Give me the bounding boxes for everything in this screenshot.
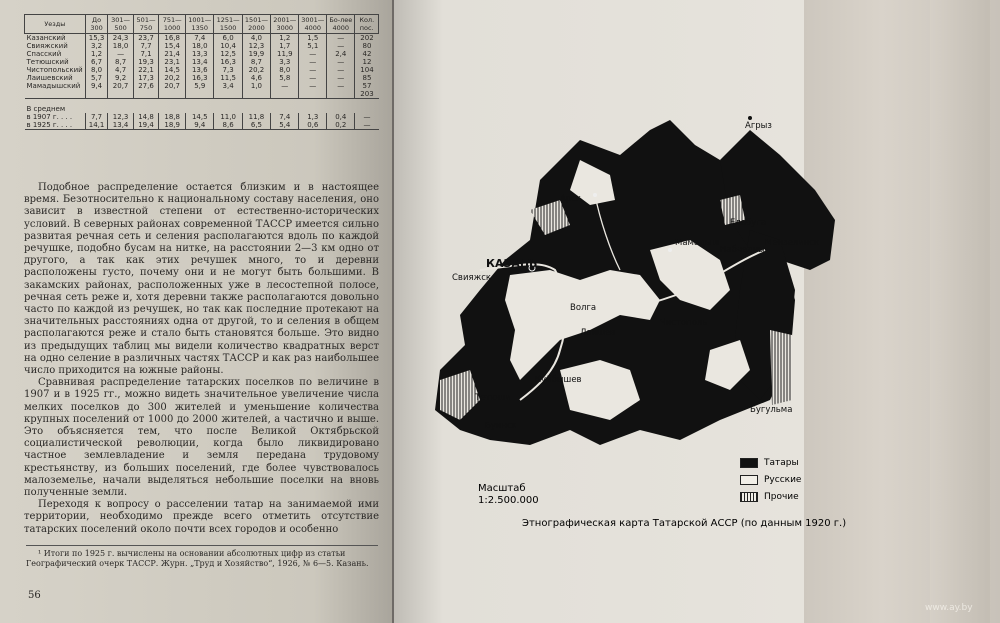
table-cell: 7,1 <box>133 50 158 58</box>
table-cell: 8,0 <box>271 66 299 74</box>
table-cell: 2,4 <box>327 50 355 58</box>
table-cell: — <box>327 58 355 66</box>
map-label-volga: Волга <box>570 303 597 313</box>
table-row <box>25 42 379 50</box>
table-header-cell: До 300 <box>85 15 108 34</box>
table-cell: 9,2 <box>108 74 133 82</box>
legend-swatch-white <box>740 475 758 485</box>
table-cell: 6,5 <box>242 121 270 130</box>
table-cell: 1,2 <box>85 50 108 58</box>
table-cell <box>85 90 108 99</box>
table-cell: 19,4 <box>133 121 158 130</box>
table-cell: 203 <box>355 90 379 99</box>
table-row <box>25 82 379 90</box>
table-cell: 14,8 <box>133 113 158 121</box>
table-cell: 11,8 <box>242 113 270 121</box>
table-cell <box>186 90 214 99</box>
table-cell: 16,3 <box>186 74 214 82</box>
book-edge <box>930 0 990 623</box>
table-header-cell: 1001—1350 <box>186 15 214 34</box>
table-cell: — <box>299 66 327 74</box>
other-nationalities-area <box>770 330 792 405</box>
table-cell: — <box>299 58 327 66</box>
table-cell: 18,0 <box>186 42 214 50</box>
map-caption: Этнографическая карта Татарской АССР (по данным 1920 г.) <box>522 518 847 529</box>
table-cell <box>242 90 270 99</box>
table-cell: 0,2 <box>327 121 355 130</box>
table-cell: 4,7 <box>108 66 133 74</box>
city-marker <box>593 193 597 197</box>
scale-value: 1:2.500.000 <box>478 495 539 506</box>
table-cell: 20,2 <box>242 66 270 74</box>
table-cell: 18,8 <box>159 113 186 121</box>
paragraph: Переходя к вопросу о расселении татар на занимаемой ими территории, необходимо прежде всего отметить отсутствие татарских поселений около почти всех городов и особенно <box>24 499 379 535</box>
table-cell: 15,4 <box>159 42 186 50</box>
footnote: ¹ Итоги по 1925 г. вычислены на основании абсолютных цифр из статьи Географический очерк ТАССР. Журн. „Труд и Хозяйство“, 1926, № 6—5. Казань. <box>26 545 378 569</box>
average-label: В среднем <box>25 99 379 114</box>
paragraph: Подобное распределение остается близким и в настоящее время. Безотносительно к национальному составу населения, оно зависит в известной степени от естественно-исторических условий. В северных районах современной ТАССР имеется сильно развитая речная сеть и селения располагаются вдоль по каждой речушке, подобно бусам на нитке, на расстоянии 2—3 км одно от другого, а так как этих речушек много, то и деревни расположены густо, почему они и не могут быть большими. В закамских районах, расположенных уже в лесостепной полосе, речная сеть реже и, хотя деревни также располагаются довольно часто по каждой из речушек, но так как последние протекают на значительных расстояниях одна от другой, то и селения в общем располагаются реже и стало быть становятся больше. Это видно из предыдущих таблиц мы видели количество квадратных верст на одно селение в различных частях ТАССР и как раз наибольшее число приходится на южные районы. <box>24 182 379 377</box>
map-label-sviyazhsk: Свияжск <box>452 273 492 283</box>
table-cell: — <box>355 113 379 121</box>
table-cell <box>271 90 299 99</box>
table-header-cell: 2001—3000 <box>271 15 299 34</box>
table-cell: 5,8 <box>271 74 299 82</box>
table-cell: 14,5 <box>159 66 186 74</box>
table-header-cell: Кол. пос. <box>355 15 379 34</box>
table-cell: 7,3 <box>214 66 242 74</box>
table-cell: — <box>327 42 355 50</box>
table-cell: 13,4 <box>108 121 133 130</box>
map-label-agryz: Агрыз <box>745 121 772 131</box>
table-cell: 27,6 <box>133 82 158 90</box>
table-cell: 18,9 <box>159 121 186 130</box>
table-cell: 20,2 <box>159 74 186 82</box>
table-cell: 24,3 <box>108 34 133 43</box>
table-row <box>25 121 379 130</box>
map-label-naberezhnye: Набчелны <box>720 245 765 255</box>
map-scale <box>478 483 539 507</box>
legend-label: Русские <box>764 474 802 485</box>
table-cell: — <box>299 74 327 82</box>
watermark: www.ay.by <box>925 603 973 613</box>
table-header-cell: 1501—2000 <box>242 15 270 34</box>
table-cell: — <box>327 66 355 74</box>
table-cell: Спасский <box>26 50 62 58</box>
page-number: 56 <box>28 590 41 601</box>
table-header-cell: 1251—1500 <box>214 15 242 34</box>
table-cell <box>299 90 327 99</box>
table-cell: — <box>299 50 327 58</box>
table-cell: 202 <box>355 34 379 43</box>
table-cell: 8,0 <box>85 66 108 74</box>
table-cell: 5,4 <box>271 121 299 130</box>
table-cell: 16,3 <box>214 58 242 66</box>
table-header-row <box>25 15 379 34</box>
table-cell: 1,3 <box>299 113 327 121</box>
table-cell: 20,7 <box>108 82 133 90</box>
scale-label: Масштаб <box>478 483 526 494</box>
table-cell: 0,4 <box>327 113 355 121</box>
table-cell: 3,4 <box>214 82 242 90</box>
table-cell: 3,2 <box>85 42 108 50</box>
table-row <box>25 58 379 66</box>
legend-item <box>740 454 801 471</box>
table-cell: 7,4 <box>271 113 299 121</box>
table-cell: 12,5 <box>214 50 242 58</box>
map-label-elabuga: Елабуга <box>730 218 766 228</box>
table-cell: 57 <box>355 82 379 90</box>
table-cell: 5,1 <box>299 42 327 50</box>
table-cell: 9,4 <box>186 121 214 130</box>
table-cell: 6,7 <box>85 58 108 66</box>
table-cell: 1,7 <box>271 42 299 50</box>
table-row <box>25 113 379 121</box>
map-label-arsk: Арск <box>560 194 582 204</box>
table-row <box>25 66 379 74</box>
left-page <box>0 0 392 623</box>
table-cell: 14,1 <box>85 121 108 130</box>
map-legend <box>740 454 801 505</box>
legend-label: Прочие <box>764 491 799 502</box>
table-cell: — <box>299 82 327 90</box>
table-cell: Свияжский <box>26 42 68 50</box>
table-row <box>25 99 379 114</box>
table-cell: 8,6 <box>214 121 242 130</box>
table-cell: Лаишевский <box>26 74 73 82</box>
map-label-kazan: КАЗАНЬ <box>486 257 538 270</box>
table-cell: 11,0 <box>214 113 242 121</box>
table-body <box>25 34 379 130</box>
table-cell: Казанский <box>26 34 66 42</box>
table-cell: Тетюшский <box>26 58 69 66</box>
table-cell: 80 <box>355 42 379 50</box>
table-cell: 8,7 <box>108 58 133 66</box>
table-cell: 19,9 <box>242 50 270 58</box>
table-row <box>25 34 379 43</box>
legend-swatch-black <box>740 458 758 468</box>
table-header-cell: 751—1000 <box>159 15 186 34</box>
table-cell: — <box>327 74 355 82</box>
table-cell: — <box>327 82 355 90</box>
table-cell <box>133 90 158 99</box>
table-cell <box>214 90 242 99</box>
table-cell: 12,3 <box>242 42 270 50</box>
map-label-bugulma: Бугульма <box>750 405 793 415</box>
legend-item <box>740 488 801 505</box>
table-cell: 4,0 <box>242 34 270 43</box>
table-cell: — <box>271 82 299 90</box>
table-cell: 13,6 <box>186 66 214 74</box>
table-cell: 13,4 <box>186 58 214 66</box>
legend-swatch-hatched <box>740 492 758 502</box>
map-label-mamadysh: Мамадыш <box>675 238 720 248</box>
table-cell: в 1907 г. . . . <box>26 113 73 121</box>
table-cell: 12 <box>355 58 379 66</box>
map-label-chistopol: Чистополь <box>660 318 708 328</box>
table-cell: 15,3 <box>85 34 108 43</box>
table-cell: 42 <box>355 50 379 58</box>
table-cell: 7,7 <box>85 113 108 121</box>
table-header-cell: Уезды <box>25 15 86 34</box>
table-cell: 20,7 <box>159 82 186 90</box>
table-cell: в 1925 г. . . . <box>25 121 86 130</box>
map-label-buinsk: Буинск <box>485 421 517 431</box>
table-cell: 7,7 <box>133 42 158 50</box>
table-cell: 4,6 <box>242 74 270 82</box>
map-label-menzelinsk: Мензелинск <box>765 238 820 248</box>
ethnographic-map <box>420 100 820 480</box>
table-cell: 16,8 <box>159 34 186 43</box>
table-cell: — <box>327 34 355 43</box>
table-cell: 5,9 <box>186 82 214 90</box>
table-cell: 17,3 <box>133 74 158 82</box>
table-cell <box>327 90 355 99</box>
table-cell: 13,3 <box>186 50 214 58</box>
table-cell: 11,9 <box>271 50 299 58</box>
city-marker <box>748 116 752 120</box>
table-cell <box>159 90 186 99</box>
table-row <box>25 90 379 99</box>
table-cell: 19,3 <box>133 58 158 66</box>
table-cell: 3,3 <box>271 58 299 66</box>
table-cell: 12,3 <box>108 113 133 121</box>
table-cell: Чистопольский <box>26 66 83 74</box>
table-cell: 11,5 <box>214 74 242 82</box>
table-cell: — <box>355 121 379 130</box>
table-header-cell: Бо-лее 4000 <box>327 15 355 34</box>
table-cell: Мамадышский <box>26 82 81 90</box>
table-header-cell: 501—750 <box>133 15 158 34</box>
table-header-cell: 301—500 <box>108 15 133 34</box>
table-cell: 1,5 <box>299 34 327 43</box>
table-cell: 22,1 <box>133 66 158 74</box>
city-marker <box>668 248 672 252</box>
map-label-laishevo: Лаишев <box>580 328 616 338</box>
table-cell: 14,5 <box>186 113 214 121</box>
table-cell: 6,0 <box>214 34 242 43</box>
table-cell: 21,4 <box>159 50 186 58</box>
legend-label: Татары <box>764 457 799 468</box>
table-cell: 23,1 <box>159 58 186 66</box>
table-cell: 85 <box>355 74 379 82</box>
table-row <box>25 74 379 82</box>
table-cell: 0,6 <box>299 121 327 130</box>
table-cell: 7,4 <box>186 34 214 43</box>
table-cell: 23,7 <box>133 34 158 43</box>
table-cell: 18,0 <box>108 42 133 50</box>
table-cell: 104 <box>355 66 379 74</box>
settlement-size-table <box>24 14 379 130</box>
body-text <box>24 182 379 536</box>
table-cell: 9,4 <box>85 82 108 90</box>
table-cell: 1,0 <box>242 82 270 90</box>
table-header-cell: 3001—4000 <box>299 15 327 34</box>
paragraph: Сравнивая распределение татарских поселков по величине в 1907 и в 1925 гг., можно видеть значительное увеличение числа мелких поселков до 300 жителей и уменьшение количества крупных поселений от 1000 до 2000 жителей, а частично и выше. Это объясняется тем, что после Великой Октябрьской социалистической революции, когда было ликвидировано частное землевладение и земля передана трудовому крестьянству, из больших поселений, где более чувствовалось малоземелье, начали выделяться небольшие поселки на вновь полученные земли. <box>24 377 379 499</box>
table-row <box>25 50 379 58</box>
table-cell <box>25 90 86 99</box>
map-label-tetyushi: Тетюши <box>475 393 511 403</box>
table-cell: 10,4 <box>214 42 242 50</box>
map-label-kuibyshev: Куйбышев <box>535 375 582 385</box>
table-cell: 8,7 <box>242 58 270 66</box>
table-cell: 5,7 <box>85 74 108 82</box>
table-cell <box>108 90 133 99</box>
legend-item <box>740 471 801 488</box>
table-cell: 1,2 <box>271 34 299 43</box>
table-cell: — <box>108 50 133 58</box>
